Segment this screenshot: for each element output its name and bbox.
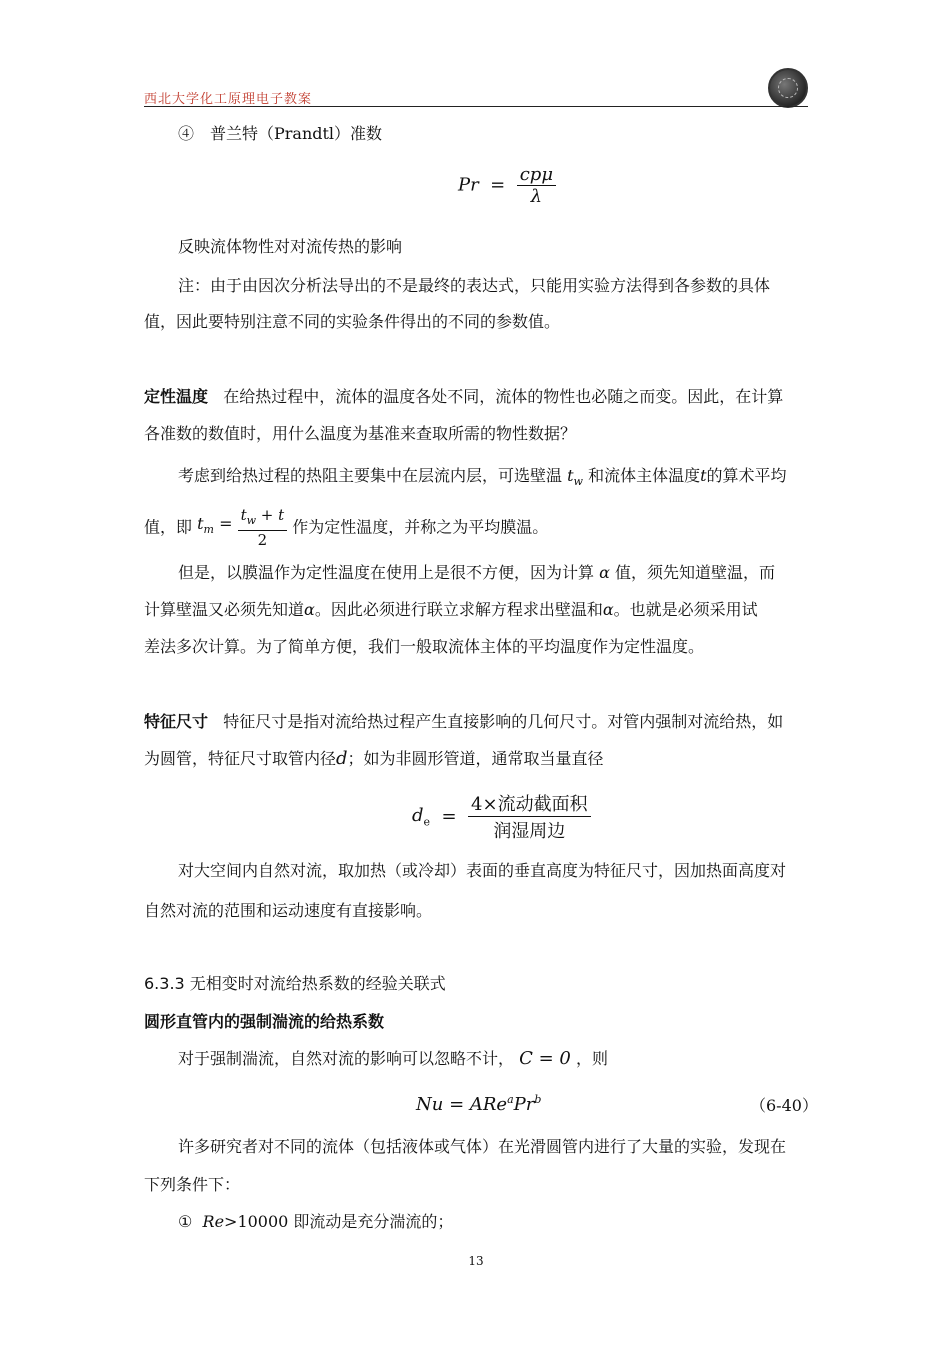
header-rule [144,106,808,107]
line5-part1: 但是，以膜温作为定性温度在使用上是很不方便，因为计算 [178,563,595,582]
qualitative-temp-line7: 差法多次计算。为了简单方便，我们一般取流体主体的平均温度作为定性温度。 [144,637,705,656]
prandtl-note-line2: 值，因此要特别注意不同的实验条件得出的不同的参数值。 [144,312,561,331]
nusselt-equation: $Nu = ARe^aPr^b$ [416,1093,542,1115]
line4-part1: 值，即 [144,517,193,537]
line4-part2: 作为定性温度，并称之为平均膜温。 [292,517,549,537]
prandtl-equation [458,164,556,207]
qualitative-temp-line2: 各准数的数值时，用什么温度为基准来查取所需的物性数据？ [144,424,577,443]
line3-part2: 和流体主体温度 [588,466,701,485]
symbol-alpha: α [304,600,315,619]
pr-symbol: Pr [458,174,479,196]
condition-item-1 [178,1212,453,1232]
symbol-de: $d_e$ [412,804,431,829]
prandtl-label: ④ 普兰特（Prandtl）准数 [178,124,383,143]
section-line1-part1: 对于强制湍流，自然对流的影响可以忽略不计， [178,1049,515,1068]
equals-sign: = [484,174,511,196]
symbol-tm: $t_m$ = [197,514,233,537]
item1-text: >10000 即流动是充分湍流的； [224,1212,454,1231]
section-line3: 下列条件下： [144,1175,241,1194]
section-title: 6.3.3 无相变时对流给热系数的经验关联式 [144,974,446,993]
qualitative-temp-paragraph [144,387,783,407]
equals-sign: = [435,806,463,827]
tm-fraction [238,506,288,549]
tm-numerator: $t_w + t$ [238,506,288,531]
page-number: 13 [468,1254,484,1268]
line3-part3: 的算术平均 [706,466,787,485]
prandtl-numerator: cpμ [517,164,556,186]
qualitative-temp-heading: 定性温度 [144,387,209,406]
qualitative-temp-line6 [144,600,758,620]
char-size-line4: 自然对流的范围和运动速度有直接影响。 [144,901,433,920]
symbol-d: d [336,748,348,769]
line3-part1: 考虑到给热过程的热阻主要集中在层流内层，可选壁温 [178,466,563,485]
logo-emblem [778,78,798,98]
re-symbol: Re [202,1212,225,1231]
de-denominator: 润湿周边 [493,821,566,842]
qualitative-temp-line4 [144,506,548,549]
header-title: 西北大学化工原理电子教案 [144,92,313,107]
section-line1-part2: ，则 [575,1049,608,1068]
qualitative-temp-line5 [178,563,775,583]
equation-number: （6-40） [750,1096,818,1115]
de-fraction [468,790,591,843]
de-equation [412,790,591,843]
char-size-line2 [144,749,604,769]
line6-part1: 计算壁温又必须先知道 [144,600,305,619]
line6-part3: 。也就是必须采用试 [613,600,758,619]
line2-part2: ；如为非圆形管道，通常取当量直径 [347,749,604,768]
char-size-heading: 特征尺寸 [144,712,209,731]
de-numerator: 4×流动截面积 [468,790,591,817]
tm-denominator: 2 [257,531,268,549]
section-line1 [178,1049,608,1069]
section-line2: 许多研究者对不同的流体（包括液体或气体）在光滑圆管内进行了大量的实验，发现在 [178,1137,787,1156]
line2-part1: 为圆管，特征尺寸取管内径 [144,749,337,768]
char-size-line3: 对大空间内自然对流，取加热（或冷却）表面的垂直高度为特征尺寸，因加热面高度对 [178,861,787,880]
symbol-alpha: α [594,563,615,582]
prandtl-fraction [517,164,556,207]
qualitative-temp-line1: 在给热过程中，流体的温度各处不同，流体的物性也必随之而变。因此，在计算 [223,387,784,406]
line5-part2: 值，须先知道壁温，而 [615,563,776,582]
symbol-t: t [700,466,707,485]
prandtl-desc: 反映流体物性对对流传热的影响 [178,237,403,256]
line6-part2: 。因此必须进行联立求解方程求出壁温和 [314,600,603,619]
symbol-alpha: α [602,600,614,619]
c-zero: C = 0 [519,1048,571,1069]
symbol-tw: $t_w$ [567,466,583,489]
prandtl-note-line1: 注：由于由因次分析法导出的不是最终的表达式，只能用实验方法得到各参数的具体 [178,276,771,295]
section-subtitle: 圆形直管内的强制湍流的给热系数 [144,1012,385,1031]
char-size-paragraph [144,712,783,732]
char-size-line1: 特征尺寸是指对流给热过程产生直接影响的几何尺寸。对管内强制对流给热，如 [223,712,784,731]
item-number: ① [178,1212,193,1231]
qualitative-temp-line3 [178,466,787,492]
university-logo [768,68,808,108]
prandtl-denominator: λ [530,186,543,207]
